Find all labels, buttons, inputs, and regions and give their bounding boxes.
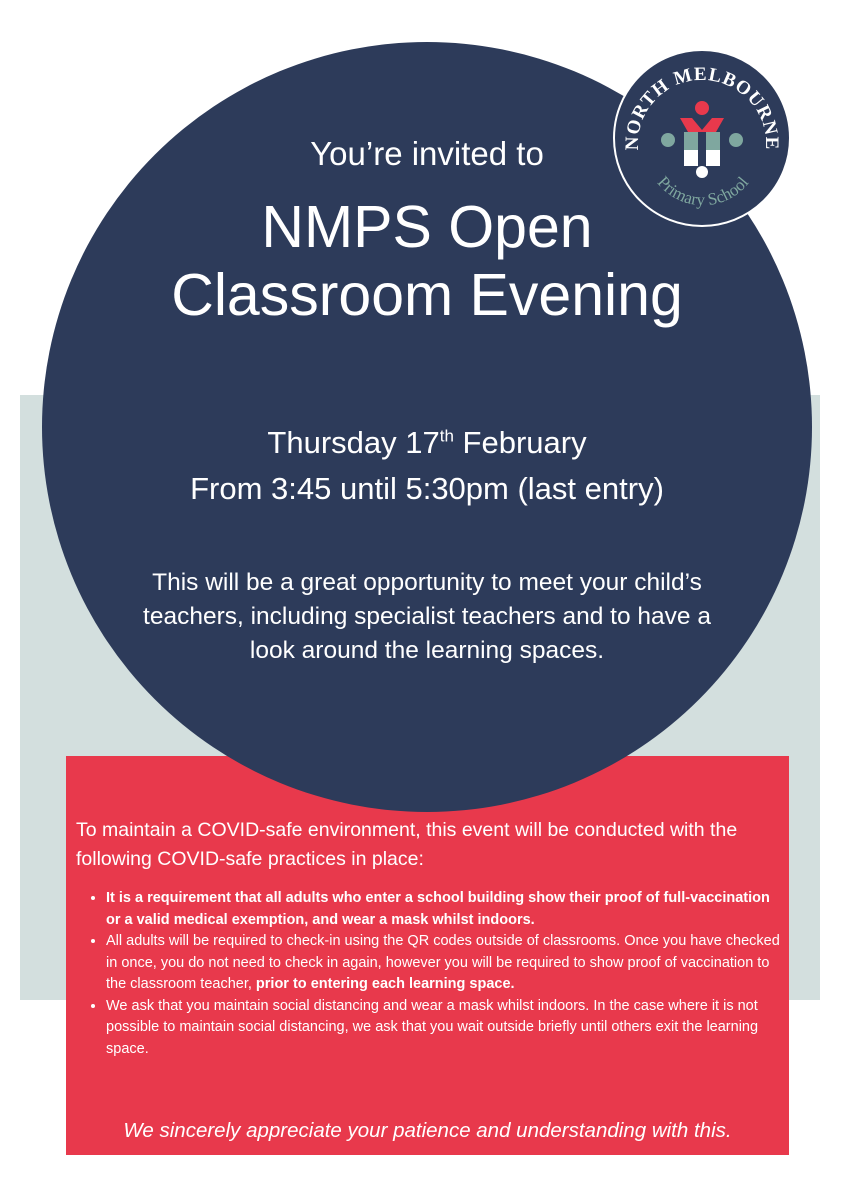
covid-practice-checkin-text: All adults will be required to check-in using the QR codes outside of classrooms. Once you have checked in once, you do not need to check in again, however you will be required to show proof of vaccination to the classroom teacher, xyxy=(106,933,780,992)
event-title-line2: Classroom Evening xyxy=(171,262,683,328)
event-date-month: February xyxy=(453,425,587,460)
event-date-time xyxy=(42,420,812,512)
event-blurb: This will be a great opportunity to meet your child’s teachers, including specialist teachers and to have a look around the learning spaces. xyxy=(143,569,711,664)
event-date-day: Thursday 17 xyxy=(267,425,440,460)
logo-top-text: NORTH MELBOURNE xyxy=(621,63,783,151)
event-date-suffix: th xyxy=(439,426,454,446)
logo-bottom-text: Primary School xyxy=(653,172,753,210)
event-date xyxy=(42,420,812,466)
invite-intro: You’re invited to xyxy=(310,135,544,172)
covid-practice-distancing: • We ask that you maintain social distancing and wear a mask whilst indoors. In the case where it is not possible to maintain social distancing, we ask that you wait outside briefly until others exit the learning space. xyxy=(106,996,782,1061)
covid-section xyxy=(76,816,782,1060)
event-time: From 3:45 until 5:30pm (last entry) xyxy=(190,471,664,506)
event-title-line1: NMPS Open xyxy=(261,194,593,260)
school-logo xyxy=(612,48,792,228)
covid-intro: To maintain a COVID-safe environment, this event will be conducted with the following COVID-safe practices in place: xyxy=(76,819,738,870)
covid-practice-vaccination: • It is a requirement that all adults who enter a school building show their proof of full-vaccination or a valid medical exemption, and wear a mask whilst indoors. xyxy=(106,888,782,931)
closing-note: We sincerely appreciate your patience and understanding with this. xyxy=(123,1119,732,1142)
covid-practice-checkin xyxy=(106,931,782,996)
covid-practice-checkin-emphasis: prior to entering each learning space. xyxy=(255,976,515,992)
covid-practices-list xyxy=(76,888,782,1060)
